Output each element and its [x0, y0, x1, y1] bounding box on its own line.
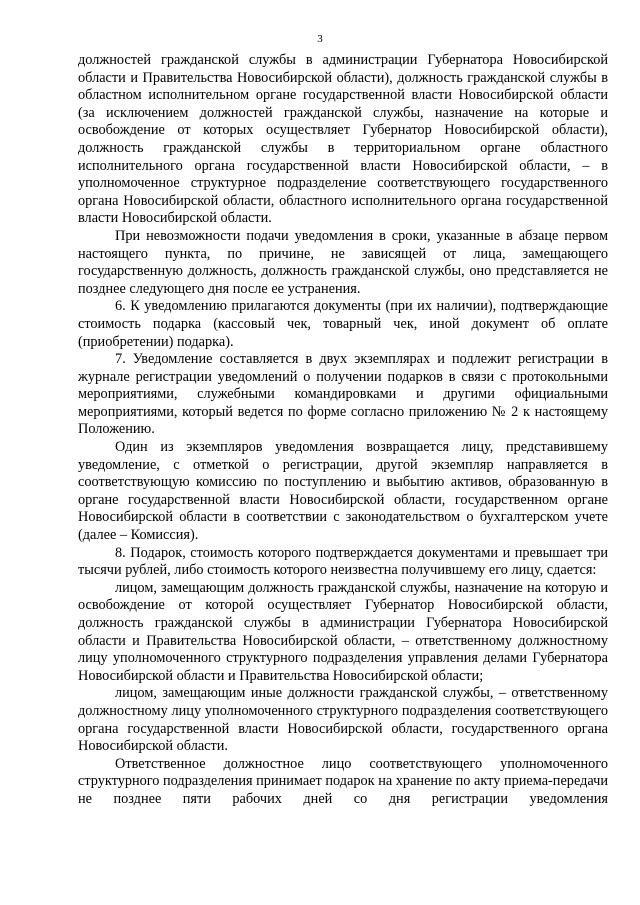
paragraph-item-8: 8. Подарок, стоимость которого подтверждается документами и превышает три тысячи рублей, либо стоимость которого неизвестна получившему его лицу, сдается: [78, 544, 608, 579]
paragraph-item-6: 6. К уведомлению прилагаются документы (при их наличии), подтверждающие стоимость подарка (кассовый чек, товарный чек, иной документ об оплате (приобретении) подарка). [78, 298, 608, 350]
paragraph-item-7: 7. Уведомление составляется в двух экземплярах и подлежит регистрации в журнале регистрации уведомлений о получении подарков в связи с протокольными мероприятиями, служебными командировками и другими официальными мероприятиями, который ведется по форме согласно приложению № 2 к настоящему Положению. [78, 351, 608, 438]
paragraph-continuation: должностей гражданской службы в администрации Губернатора Новосибирской области и Правительства Новосибирской области), должность гражданской службы в областном исполнительном органе государственной власти Новосибирской области (за исключением должностей гражданской службы, назначение на которые и освобождение от которых осуществляет Губернатор Новосибирской области), должность гражданской службы в территориальном органе областного исполнительного органа государственной власти Новосибирской области, – в уполномоченное структурное подразделение соответствующего государственного органа Новосибирской области, областного исполнительного органа государственной власти Новосибирской области. [78, 52, 608, 227]
paragraph-deadline-note: При невозможности подачи уведомления в сроки, указанные в абзаце первом настоящего пункта, по причине, не зависящей от лица, замещающего государственную должность, должность гражданской службы, оно представляется не позднее следующего дня после ее устранения. [78, 227, 608, 297]
page-number: 3 [317, 33, 323, 45]
paragraph-copy-return: Один из экземпляров уведомления возвращается лицу, представившему уведомление, с отметкой о регистрации, другой экземпляр направляется в соответствующую комиссию по поступлению и выбытию активов, образованную в органе государственной власти Новосибирской области, государственном органе Новосибирской области в соответствии с законодательством о бухгалтерском учете (далее – Комиссия). [78, 439, 608, 544]
paragraph-acceptance: Ответственное должностное лицо соответствующего уполномоченного структурного подразделения принимает подарок на хранение по акту приема-передачи не позднее пяти рабочих дней со дня регистрации уведомления [78, 755, 608, 807]
paragraph-other-positions: лицом, замещающим иные должности гражданской службы, – ответственному должностному лицу уполномоченного структурного подразделения соответствующего органа государственной власти Новосибирской области, государственного органа Новосибирской области. [78, 685, 608, 755]
paragraph-governor-appointees: лицом, замещающим должность гражданской службы, назначение на которую и освобождение от которой осуществляет Губернатор Новосибирской области, должность гражданской службы в администрации Губернатора Новосибирской области и Правительства Новосибирской области, – ответственному должностному лицу уполномоченного структурного подразделения управления делами Губернатора Новосибирской области и Правительства Новосибирской области; [78, 579, 608, 684]
document-body [78, 52, 608, 809]
